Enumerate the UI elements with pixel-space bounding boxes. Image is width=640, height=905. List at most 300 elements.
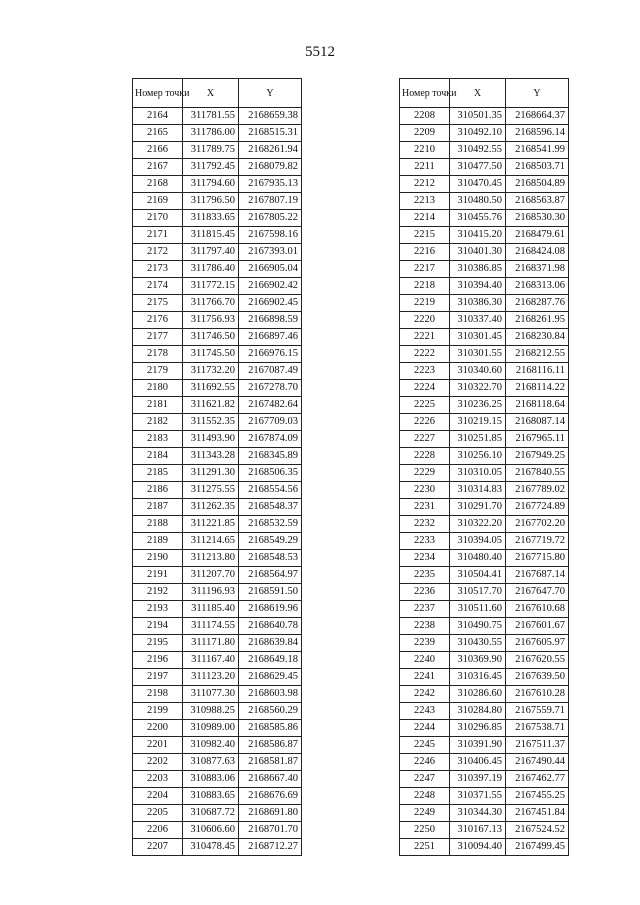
cell-y: 2168640.78 [239, 618, 302, 635]
cell-point-number: 2201 [133, 737, 183, 754]
cell-y: 2166976.15 [239, 346, 302, 363]
table-row [133, 465, 302, 482]
cell-x: 311746.50 [183, 329, 239, 346]
cell-point-number: 2216 [400, 244, 450, 261]
cell-x: 311214.65 [183, 533, 239, 550]
cell-y: 2168585.86 [239, 720, 302, 737]
table-row [133, 295, 302, 312]
cell-x: 311123.20 [183, 669, 239, 686]
cell-point-number: 2233 [400, 533, 450, 550]
cell-y: 2168116.11 [506, 363, 569, 380]
cell-point-number: 2195 [133, 635, 183, 652]
cell-point-number: 2206 [133, 822, 183, 839]
cell-point-number: 2238 [400, 618, 450, 635]
cell-x: 311493.90 [183, 431, 239, 448]
table-row [400, 210, 569, 227]
table-row [133, 176, 302, 193]
cell-point-number: 2199 [133, 703, 183, 720]
table-row [133, 431, 302, 448]
table-row [400, 754, 569, 771]
cell-y: 2167715.80 [506, 550, 569, 567]
cell-x: 311621.82 [183, 397, 239, 414]
table-row [400, 346, 569, 363]
table-row [400, 244, 569, 261]
cell-x: 310989.00 [183, 720, 239, 737]
cell-x: 311171.80 [183, 635, 239, 652]
cell-point-number: 2186 [133, 482, 183, 499]
cell-y: 2168659.38 [239, 108, 302, 125]
cell-y: 2168701.70 [239, 822, 302, 839]
cell-x: 310480.40 [450, 550, 506, 567]
cell-point-number: 2244 [400, 720, 450, 737]
cell-x: 311196.93 [183, 584, 239, 601]
cell-y: 2168586.87 [239, 737, 302, 754]
table-row [400, 567, 569, 584]
cell-y: 2168515.31 [239, 125, 302, 142]
cell-point-number: 2249 [400, 805, 450, 822]
cell-point-number: 2184 [133, 448, 183, 465]
cell-point-number: 2232 [400, 516, 450, 533]
cell-y: 2168261.94 [239, 142, 302, 159]
cell-point-number: 2248 [400, 788, 450, 805]
cell-point-number: 2209 [400, 125, 450, 142]
cell-y: 2168287.76 [506, 295, 569, 312]
table-row [400, 193, 569, 210]
page-number: 5512 [305, 44, 335, 60]
cell-x: 310314.83 [450, 482, 506, 499]
cell-point-number: 2182 [133, 414, 183, 431]
cell-y: 2167610.28 [506, 686, 569, 703]
cell-y: 2168548.37 [239, 499, 302, 516]
cell-x: 311291.30 [183, 465, 239, 482]
cell-point-number: 2173 [133, 261, 183, 278]
table-row [400, 805, 569, 822]
cell-y: 2167538.71 [506, 720, 569, 737]
table-row [400, 414, 569, 431]
table-row [400, 227, 569, 244]
cell-y: 2168261.95 [506, 312, 569, 329]
table-row [133, 312, 302, 329]
cell-x: 311781.55 [183, 108, 239, 125]
table-row [133, 805, 302, 822]
cell-y: 2167620.55 [506, 652, 569, 669]
cell-x: 310340.60 [450, 363, 506, 380]
table-row [400, 431, 569, 448]
cell-x: 310988.25 [183, 703, 239, 720]
cell-point-number: 2168 [133, 176, 183, 193]
table-row [400, 142, 569, 159]
table-row [400, 839, 569, 856]
cell-point-number: 2171 [133, 227, 183, 244]
cell-x: 311792.45 [183, 159, 239, 176]
cell-point-number: 2198 [133, 686, 183, 703]
cell-point-number: 2230 [400, 482, 450, 499]
cell-point-number: 2218 [400, 278, 450, 295]
cell-x: 311745.50 [183, 346, 239, 363]
cell-y: 2168532.59 [239, 516, 302, 533]
cell-y: 2167965.11 [506, 431, 569, 448]
table-row [400, 686, 569, 703]
cell-x: 310470.45 [450, 176, 506, 193]
cell-x: 310386.85 [450, 261, 506, 278]
cell-x: 310286.60 [450, 686, 506, 703]
cell-point-number: 2214 [400, 210, 450, 227]
cell-x: 310291.70 [450, 499, 506, 516]
cell-y: 2167455.25 [506, 788, 569, 805]
cell-point-number: 2181 [133, 397, 183, 414]
cell-y: 2168079.82 [239, 159, 302, 176]
cell-x: 310478.45 [183, 839, 239, 856]
cell-y: 2168563.87 [506, 193, 569, 210]
cell-x: 311766.70 [183, 295, 239, 312]
cell-x: 310236.25 [450, 397, 506, 414]
cell-x: 311077.30 [183, 686, 239, 703]
table-row [400, 703, 569, 720]
table-row [400, 278, 569, 295]
cell-point-number: 2179 [133, 363, 183, 380]
cell-point-number: 2225 [400, 397, 450, 414]
header-x: X [450, 79, 506, 108]
cell-point-number: 2242 [400, 686, 450, 703]
cell-y: 2167647.70 [506, 584, 569, 601]
cell-y: 2167490.44 [506, 754, 569, 771]
header-y: Y [506, 79, 569, 108]
cell-y: 2167511.37 [506, 737, 569, 754]
cell-x: 310401.30 [450, 244, 506, 261]
cell-x: 310344.30 [450, 805, 506, 822]
coordinates-table-left [132, 78, 302, 856]
table-row [133, 516, 302, 533]
table-row [400, 720, 569, 737]
cell-point-number: 2217 [400, 261, 450, 278]
cell-x: 310316.45 [450, 669, 506, 686]
table-header-row [133, 79, 302, 108]
cell-y: 2167278.70 [239, 380, 302, 397]
cell-y: 2168313.06 [506, 278, 569, 295]
cell-y: 2168619.96 [239, 601, 302, 618]
cell-point-number: 2245 [400, 737, 450, 754]
cell-point-number: 2210 [400, 142, 450, 159]
cell-point-number: 2191 [133, 567, 183, 584]
cell-point-number: 2200 [133, 720, 183, 737]
cell-y: 2167524.52 [506, 822, 569, 839]
table-row [400, 771, 569, 788]
cell-y: 2168591.50 [239, 584, 302, 601]
cell-x: 310167.13 [450, 822, 506, 839]
cell-x: 311262.35 [183, 499, 239, 516]
cell-x: 311552.35 [183, 414, 239, 431]
cell-y: 2166902.45 [239, 295, 302, 312]
table-row [400, 108, 569, 125]
cell-x: 310501.35 [450, 108, 506, 125]
cell-point-number: 2234 [400, 550, 450, 567]
cell-x: 310406.45 [450, 754, 506, 771]
table-row [133, 652, 302, 669]
table-row [400, 159, 569, 176]
table-row [133, 754, 302, 771]
cell-y: 2168581.87 [239, 754, 302, 771]
cell-x: 311213.80 [183, 550, 239, 567]
table-row [400, 550, 569, 567]
table-row [133, 346, 302, 363]
table-row [133, 601, 302, 618]
cell-x: 310511.60 [450, 601, 506, 618]
table-row [400, 482, 569, 499]
cell-x: 311185.40 [183, 601, 239, 618]
table-row [400, 788, 569, 805]
cell-point-number: 2176 [133, 312, 183, 329]
cell-x: 310296.85 [450, 720, 506, 737]
cell-x: 310397.19 [450, 771, 506, 788]
cell-x: 310517.70 [450, 584, 506, 601]
table-row [133, 737, 302, 754]
table-row [133, 499, 302, 516]
table-row [133, 822, 302, 839]
cell-point-number: 2183 [133, 431, 183, 448]
cell-x: 310504.41 [450, 567, 506, 584]
cell-point-number: 2203 [133, 771, 183, 788]
table-row [133, 839, 302, 856]
cell-point-number: 2251 [400, 839, 450, 856]
cell-x: 310394.05 [450, 533, 506, 550]
table-row [400, 601, 569, 618]
cell-point-number: 2215 [400, 227, 450, 244]
table-row [133, 618, 302, 635]
cell-y: 2167605.97 [506, 635, 569, 652]
cell-point-number: 2220 [400, 312, 450, 329]
cell-x: 310877.63 [183, 754, 239, 771]
header-x: X [183, 79, 239, 108]
table-row [400, 822, 569, 839]
cell-x: 311174.55 [183, 618, 239, 635]
cell-y: 2167462.77 [506, 771, 569, 788]
cell-x: 310284.80 [450, 703, 506, 720]
cell-x: 311815.45 [183, 227, 239, 244]
cell-x: 310310.05 [450, 465, 506, 482]
cell-y: 2168712.27 [239, 839, 302, 856]
cell-y: 2168424.08 [506, 244, 569, 261]
cell-point-number: 2207 [133, 839, 183, 856]
cell-x: 310883.06 [183, 771, 239, 788]
cell-y: 2167840.55 [506, 465, 569, 482]
cell-point-number: 2196 [133, 652, 183, 669]
cell-x: 310301.55 [450, 346, 506, 363]
cell-point-number: 2189 [133, 533, 183, 550]
coordinates-table-right [399, 78, 569, 856]
cell-x: 311794.60 [183, 176, 239, 193]
cell-y: 2167805.22 [239, 210, 302, 227]
cell-point-number: 2165 [133, 125, 183, 142]
table-row [400, 397, 569, 414]
cell-y: 2166898.59 [239, 312, 302, 329]
cell-point-number: 2231 [400, 499, 450, 516]
cell-point-number: 2204 [133, 788, 183, 805]
cell-x: 310455.76 [450, 210, 506, 227]
cell-point-number: 2205 [133, 805, 183, 822]
table-row [133, 227, 302, 244]
cell-point-number: 2177 [133, 329, 183, 346]
cell-point-number: 2212 [400, 176, 450, 193]
cell-y: 2168564.97 [239, 567, 302, 584]
cell-point-number: 2240 [400, 652, 450, 669]
table-row [400, 533, 569, 550]
cell-point-number: 2224 [400, 380, 450, 397]
cell-y: 2167559.71 [506, 703, 569, 720]
cell-y: 2168530.30 [506, 210, 569, 227]
cell-y: 2167601.67 [506, 618, 569, 635]
cell-point-number: 2236 [400, 584, 450, 601]
cell-x: 311786.00 [183, 125, 239, 142]
cell-x: 310386.30 [450, 295, 506, 312]
cell-y: 2167598.16 [239, 227, 302, 244]
table-row [133, 363, 302, 380]
cell-point-number: 2250 [400, 822, 450, 839]
cell-point-number: 2169 [133, 193, 183, 210]
cell-y: 2168664.37 [506, 108, 569, 125]
cell-x: 311796.50 [183, 193, 239, 210]
cell-point-number: 2166 [133, 142, 183, 159]
cell-y: 2168548.53 [239, 550, 302, 567]
cell-y: 2167499.45 [506, 839, 569, 856]
cell-point-number: 2185 [133, 465, 183, 482]
cell-point-number: 2223 [400, 363, 450, 380]
cell-y: 2168371.98 [506, 261, 569, 278]
cell-point-number: 2193 [133, 601, 183, 618]
header-point-number: Номер точки [400, 79, 450, 108]
cell-x: 310492.55 [450, 142, 506, 159]
cell-x: 310415.20 [450, 227, 506, 244]
table-row [400, 176, 569, 193]
cell-point-number: 2243 [400, 703, 450, 720]
table-row [400, 652, 569, 669]
table-header-row [400, 79, 569, 108]
cell-y: 2167807.19 [239, 193, 302, 210]
cell-x: 310094.40 [450, 839, 506, 856]
table-row [400, 499, 569, 516]
table-row [133, 193, 302, 210]
cell-y: 2168114.22 [506, 380, 569, 397]
table-row [400, 363, 569, 380]
cell-x: 310480.50 [450, 193, 506, 210]
cell-point-number: 2213 [400, 193, 450, 210]
table-row [133, 329, 302, 346]
cell-point-number: 2221 [400, 329, 450, 346]
cell-point-number: 2190 [133, 550, 183, 567]
cell-y: 2167724.89 [506, 499, 569, 516]
table-row [133, 703, 302, 720]
cell-y: 2168541.99 [506, 142, 569, 159]
table-row [400, 125, 569, 142]
cell-x: 311221.85 [183, 516, 239, 533]
table-row [400, 584, 569, 601]
table-row [133, 261, 302, 278]
cell-x: 310394.40 [450, 278, 506, 295]
cell-point-number: 2180 [133, 380, 183, 397]
cell-x: 311833.65 [183, 210, 239, 227]
cell-x: 310369.90 [450, 652, 506, 669]
cell-point-number: 2174 [133, 278, 183, 295]
cell-x: 310371.55 [450, 788, 506, 805]
cell-point-number: 2228 [400, 448, 450, 465]
table-row [133, 584, 302, 601]
cell-x: 311207.70 [183, 567, 239, 584]
cell-y: 2166902.42 [239, 278, 302, 295]
cell-y: 2167709.03 [239, 414, 302, 431]
cell-y: 2167702.20 [506, 516, 569, 533]
cell-y: 2168549.29 [239, 533, 302, 550]
table-row [133, 448, 302, 465]
cell-y: 2168667.40 [239, 771, 302, 788]
table-row [133, 414, 302, 431]
cell-point-number: 2187 [133, 499, 183, 516]
cell-x: 310982.40 [183, 737, 239, 754]
cell-point-number: 2202 [133, 754, 183, 771]
cell-x: 311756.93 [183, 312, 239, 329]
cell-x: 310322.20 [450, 516, 506, 533]
cell-x: 310322.70 [450, 380, 506, 397]
cell-x: 310301.45 [450, 329, 506, 346]
cell-y: 2167789.02 [506, 482, 569, 499]
table-row [133, 397, 302, 414]
cell-y: 2167451.84 [506, 805, 569, 822]
cell-x: 310430.55 [450, 635, 506, 652]
cell-point-number: 2229 [400, 465, 450, 482]
table-row [400, 448, 569, 465]
cell-x: 310251.85 [450, 431, 506, 448]
cell-x: 311343.28 [183, 448, 239, 465]
cell-x: 311167.40 [183, 652, 239, 669]
table-row [400, 516, 569, 533]
table-row [133, 788, 302, 805]
table-row [133, 550, 302, 567]
cell-x: 311772.15 [183, 278, 239, 295]
table-row [400, 329, 569, 346]
table-row [400, 618, 569, 635]
cell-y: 2167874.09 [239, 431, 302, 448]
cell-y: 2168691.80 [239, 805, 302, 822]
cell-x: 310391.90 [450, 737, 506, 754]
cell-x: 311275.55 [183, 482, 239, 499]
table-row [400, 261, 569, 278]
table-row [400, 669, 569, 686]
cell-y: 2168629.45 [239, 669, 302, 686]
header-point-number: Номер точки [133, 79, 183, 108]
cell-point-number: 2227 [400, 431, 450, 448]
cell-point-number: 2235 [400, 567, 450, 584]
cell-y: 2167610.68 [506, 601, 569, 618]
cell-y: 2168212.55 [506, 346, 569, 363]
table-row [133, 635, 302, 652]
cell-point-number: 2172 [133, 244, 183, 261]
cell-point-number: 2237 [400, 601, 450, 618]
table-row [133, 567, 302, 584]
cell-x: 310492.10 [450, 125, 506, 142]
cell-y: 2167719.72 [506, 533, 569, 550]
cell-y: 2168603.98 [239, 686, 302, 703]
cell-x: 310606.60 [183, 822, 239, 839]
cell-y: 2168479.61 [506, 227, 569, 244]
table-row [133, 278, 302, 295]
table-row [133, 142, 302, 159]
cell-y: 2168345.89 [239, 448, 302, 465]
table-row [133, 244, 302, 261]
cell-point-number: 2178 [133, 346, 183, 363]
cell-y: 2168230.84 [506, 329, 569, 346]
cell-point-number: 2246 [400, 754, 450, 771]
table-row [400, 312, 569, 329]
table-row [133, 159, 302, 176]
table-row [400, 737, 569, 754]
